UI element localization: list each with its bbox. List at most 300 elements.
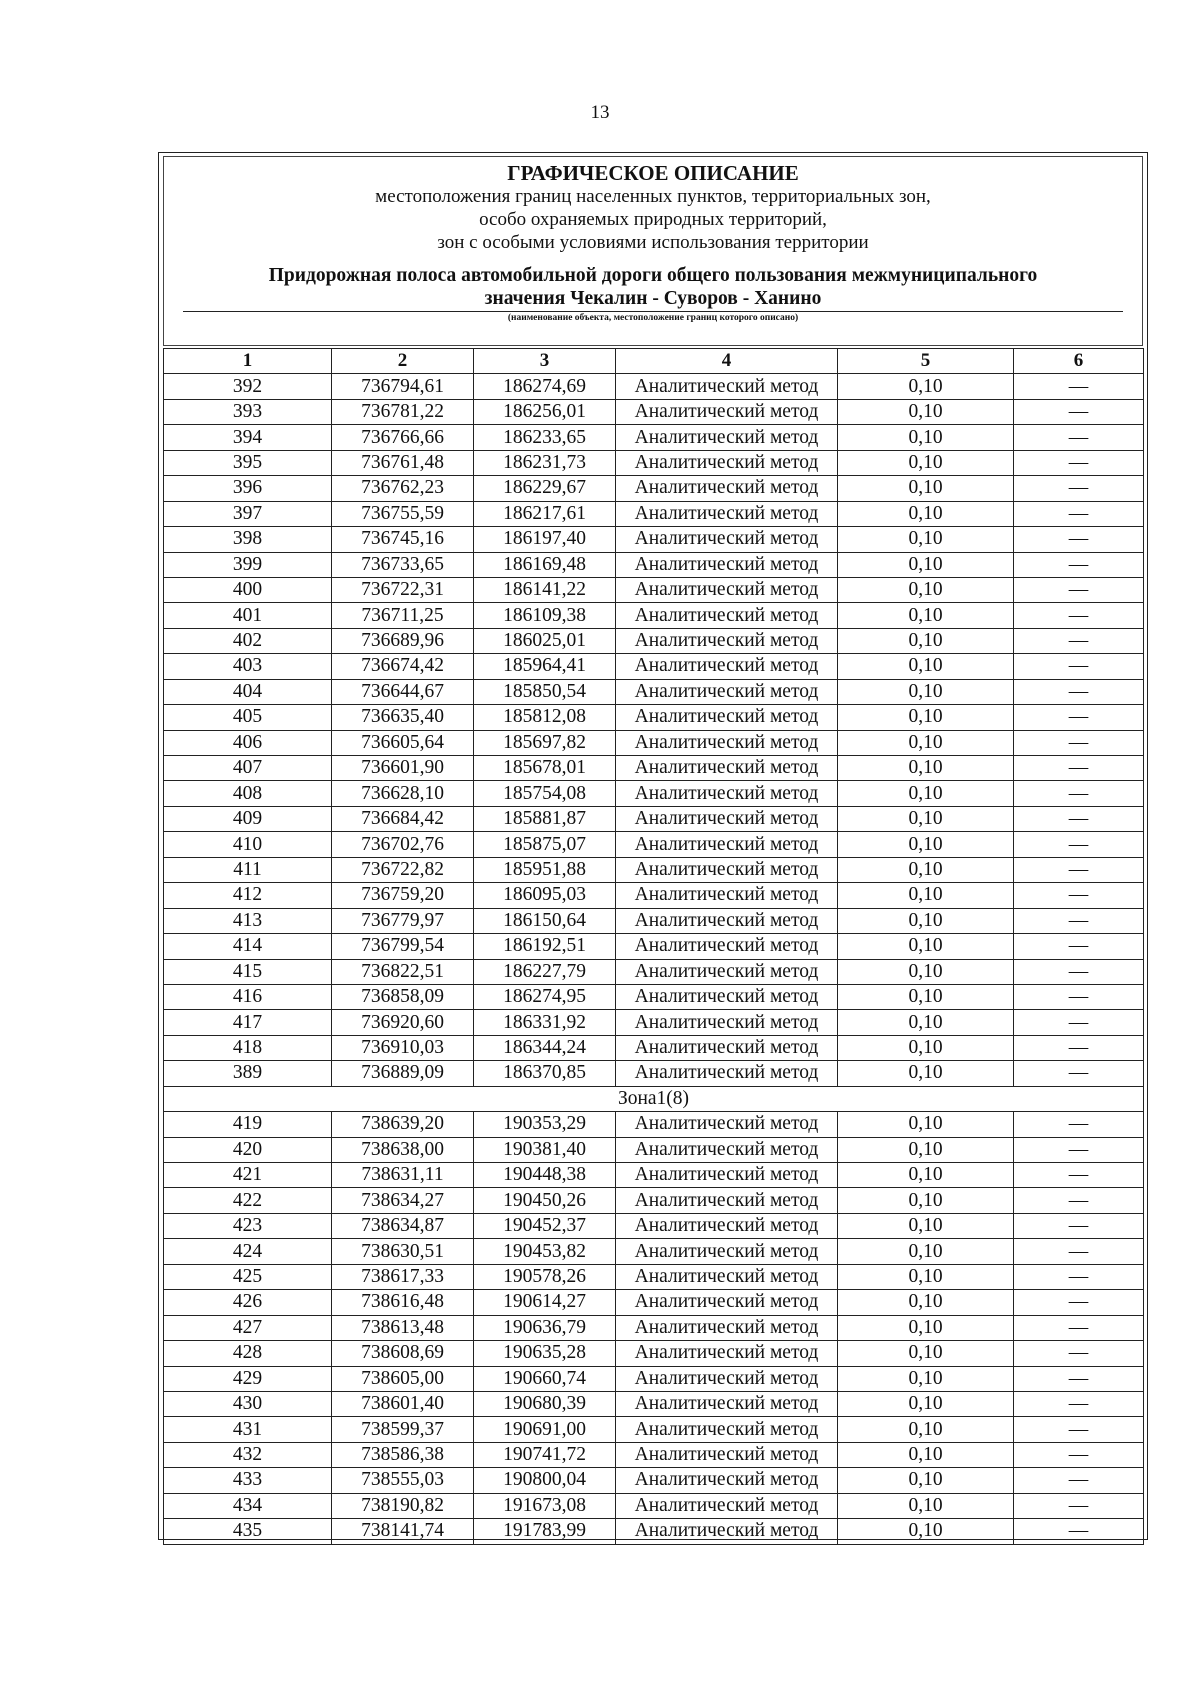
point-number-cell: 408 <box>164 781 332 806</box>
x-coordinate-cell: 736722,82 <box>332 857 474 882</box>
description-cell: — <box>1014 1010 1144 1035</box>
y-coordinate-cell: 190381,40 <box>474 1137 616 1162</box>
accuracy-cell: 0,10 <box>838 781 1014 806</box>
description-cell: — <box>1014 806 1144 831</box>
y-coordinate-cell: 190450,26 <box>474 1188 616 1213</box>
point-number-cell: 424 <box>164 1239 332 1264</box>
column-header: 6 <box>1014 349 1144 374</box>
x-coordinate-cell: 736689,96 <box>332 628 474 653</box>
point-number-cell: 403 <box>164 654 332 679</box>
description-cell: — <box>1014 527 1144 552</box>
table-row <box>164 1290 1144 1315</box>
table-row <box>164 628 1144 653</box>
method-cell: Аналитический метод <box>616 1061 838 1086</box>
method-cell: Аналитический метод <box>616 1112 838 1137</box>
method-cell: Аналитический метод <box>616 1341 838 1366</box>
method-cell: Аналитический метод <box>616 399 838 424</box>
table-row <box>164 603 1144 628</box>
description-cell: — <box>1014 908 1144 933</box>
point-number-cell: 421 <box>164 1163 332 1188</box>
method-cell: Аналитический метод <box>616 501 838 526</box>
point-number-cell: 401 <box>164 603 332 628</box>
x-coordinate-cell: 736605,64 <box>332 730 474 755</box>
y-coordinate-cell: 185964,41 <box>474 654 616 679</box>
point-number-cell: 397 <box>164 501 332 526</box>
accuracy-cell: 0,10 <box>838 476 1014 501</box>
method-cell: Аналитический метод <box>616 425 838 450</box>
x-coordinate-cell: 736702,76 <box>332 832 474 857</box>
point-number-cell: 405 <box>164 705 332 730</box>
y-coordinate-cell: 190636,79 <box>474 1315 616 1340</box>
x-coordinate-cell: 738634,87 <box>332 1213 474 1238</box>
point-number-cell: 433 <box>164 1468 332 1493</box>
point-number-cell: 435 <box>164 1519 332 1544</box>
point-number-cell: 409 <box>164 806 332 831</box>
y-coordinate-cell: 186229,67 <box>474 476 616 501</box>
y-coordinate-cell: 185875,07 <box>474 832 616 857</box>
method-cell: Аналитический метод <box>616 959 838 984</box>
section-row <box>164 1086 1144 1111</box>
description-cell: — <box>1014 425 1144 450</box>
table-row <box>164 1391 1144 1416</box>
accuracy-cell: 0,10 <box>838 959 1014 984</box>
table-row <box>164 857 1144 882</box>
method-cell: Аналитический метод <box>616 679 838 704</box>
point-number-cell: 425 <box>164 1264 332 1289</box>
method-cell: Аналитический метод <box>616 832 838 857</box>
x-coordinate-cell: 736889,09 <box>332 1061 474 1086</box>
x-coordinate-cell: 738141,74 <box>332 1519 474 1544</box>
y-coordinate-cell: 185754,08 <box>474 781 616 806</box>
table-row <box>164 425 1144 450</box>
point-number-cell: 416 <box>164 984 332 1009</box>
x-coordinate-cell: 738586,38 <box>332 1442 474 1467</box>
accuracy-cell: 0,10 <box>838 984 1014 1009</box>
method-cell: Аналитический метод <box>616 374 838 399</box>
accuracy-cell: 0,10 <box>838 1163 1014 1188</box>
description-cell: — <box>1014 399 1144 424</box>
point-number-cell: 393 <box>164 399 332 424</box>
method-cell: Аналитический метод <box>616 730 838 755</box>
y-coordinate-cell: 191783,99 <box>474 1519 616 1544</box>
accuracy-cell: 0,10 <box>838 603 1014 628</box>
point-number-cell: 431 <box>164 1417 332 1442</box>
accuracy-cell: 0,10 <box>838 1442 1014 1467</box>
accuracy-cell: 0,10 <box>838 1112 1014 1137</box>
method-cell: Аналитический метод <box>616 705 838 730</box>
method-cell: Аналитический метод <box>616 1163 838 1188</box>
accuracy-cell: 0,10 <box>838 1061 1014 1086</box>
x-coordinate-cell: 736794,61 <box>332 374 474 399</box>
point-number-cell: 432 <box>164 1442 332 1467</box>
column-header: 3 <box>474 349 616 374</box>
x-coordinate-cell: 738190,82 <box>332 1493 474 1518</box>
point-number-cell: 413 <box>164 908 332 933</box>
description-cell: — <box>1014 1061 1144 1086</box>
y-coordinate-cell: 190448,38 <box>474 1163 616 1188</box>
point-number-cell: 396 <box>164 476 332 501</box>
point-number-cell: 434 <box>164 1493 332 1518</box>
method-cell: Аналитический метод <box>616 1010 838 1035</box>
description-cell: — <box>1014 1442 1144 1467</box>
y-coordinate-cell: 185812,08 <box>474 705 616 730</box>
description-cell: — <box>1014 1468 1144 1493</box>
y-coordinate-cell: 190800,04 <box>474 1468 616 1493</box>
description-cell: — <box>1014 1239 1144 1264</box>
accuracy-cell: 0,10 <box>838 1417 1014 1442</box>
y-coordinate-cell: 186344,24 <box>474 1035 616 1060</box>
point-number-cell: 400 <box>164 577 332 602</box>
description-cell: — <box>1014 476 1144 501</box>
x-coordinate-cell: 738631,11 <box>332 1163 474 1188</box>
table-row <box>164 374 1144 399</box>
table-header-row <box>164 349 1144 374</box>
x-coordinate-cell: 736858,09 <box>332 984 474 1009</box>
description-cell: — <box>1014 374 1144 399</box>
y-coordinate-cell: 186233,65 <box>474 425 616 450</box>
object-name-line: значения Чекалин - Суворов - Ханино <box>484 288 822 309</box>
y-coordinate-cell: 186370,85 <box>474 1061 616 1086</box>
point-number-cell: 412 <box>164 883 332 908</box>
method-cell: Аналитический метод <box>616 756 838 781</box>
accuracy-cell: 0,10 <box>838 934 1014 959</box>
y-coordinate-cell: 190453,82 <box>474 1239 616 1264</box>
table-row <box>164 577 1144 602</box>
method-cell: Аналитический метод <box>616 450 838 475</box>
y-coordinate-cell: 190691,00 <box>474 1417 616 1442</box>
accuracy-cell: 0,10 <box>838 1137 1014 1162</box>
subtitle-line: местоположения границ населенных пунктов, территориальных зон, <box>375 186 931 207</box>
x-coordinate-cell: 736674,42 <box>332 654 474 679</box>
point-number-cell: 399 <box>164 552 332 577</box>
y-coordinate-cell: 186192,51 <box>474 934 616 959</box>
point-number-cell: 418 <box>164 1035 332 1060</box>
point-number-cell: 407 <box>164 756 332 781</box>
x-coordinate-cell: 736762,23 <box>332 476 474 501</box>
x-coordinate-cell: 736722,31 <box>332 577 474 602</box>
description-cell: — <box>1014 1264 1144 1289</box>
table-row <box>164 1163 1144 1188</box>
x-coordinate-cell: 736628,10 <box>332 781 474 806</box>
table-row <box>164 1493 1144 1518</box>
x-coordinate-cell: 736761,48 <box>332 450 474 475</box>
x-coordinate-cell: 736755,59 <box>332 501 474 526</box>
accuracy-cell: 0,10 <box>838 1213 1014 1238</box>
description-cell: — <box>1014 934 1144 959</box>
x-coordinate-cell: 738616,48 <box>332 1290 474 1315</box>
table-row <box>164 1417 1144 1442</box>
method-cell: Аналитический метод <box>616 476 838 501</box>
y-coordinate-cell: 186150,64 <box>474 908 616 933</box>
column-header: 1 <box>164 349 332 374</box>
accuracy-cell: 0,10 <box>838 527 1014 552</box>
x-coordinate-cell: 736601,90 <box>332 756 474 781</box>
description-cell: — <box>1014 1391 1144 1416</box>
column-header: 4 <box>616 349 838 374</box>
subtitle-line: зон с особыми условиями использования территории <box>437 232 869 253</box>
object-caption: (наименование объекта, местоположение границ которого описано) <box>507 313 799 323</box>
table-row <box>164 552 1144 577</box>
table-row <box>164 1519 1144 1544</box>
y-coordinate-cell: 186095,03 <box>474 883 616 908</box>
table-row <box>164 806 1144 831</box>
table-row <box>164 781 1144 806</box>
description-cell: — <box>1014 705 1144 730</box>
table-row <box>164 1442 1144 1467</box>
y-coordinate-cell: 190635,28 <box>474 1341 616 1366</box>
table-row <box>164 450 1144 475</box>
method-cell: Аналитический метод <box>616 1035 838 1060</box>
accuracy-cell: 0,10 <box>838 654 1014 679</box>
point-number-cell: 402 <box>164 628 332 653</box>
x-coordinate-cell: 736733,65 <box>332 552 474 577</box>
y-coordinate-cell: 185697,82 <box>474 730 616 755</box>
x-coordinate-cell: 736711,25 <box>332 603 474 628</box>
x-coordinate-cell: 736644,67 <box>332 679 474 704</box>
x-coordinate-cell: 738639,20 <box>332 1112 474 1137</box>
x-coordinate-cell: 738555,03 <box>332 1468 474 1493</box>
y-coordinate-cell: 186274,95 <box>474 984 616 1009</box>
accuracy-cell: 0,10 <box>838 577 1014 602</box>
document-header <box>163 156 1143 346</box>
y-coordinate-cell: 186169,48 <box>474 552 616 577</box>
table-row <box>164 883 1144 908</box>
x-coordinate-cell: 736759,20 <box>332 883 474 908</box>
description-cell: — <box>1014 654 1144 679</box>
x-coordinate-cell: 736781,22 <box>332 399 474 424</box>
description-cell: — <box>1014 501 1144 526</box>
method-cell: Аналитический метод <box>616 1239 838 1264</box>
accuracy-cell: 0,10 <box>838 857 1014 882</box>
method-cell: Аналитический метод <box>616 857 838 882</box>
table-row <box>164 908 1144 933</box>
x-coordinate-cell: 738601,40 <box>332 1391 474 1416</box>
accuracy-cell: 0,10 <box>838 1366 1014 1391</box>
y-coordinate-cell: 190578,26 <box>474 1264 616 1289</box>
point-number-cell: 417 <box>164 1010 332 1035</box>
table-row <box>164 527 1144 552</box>
method-cell: Аналитический метод <box>616 883 838 908</box>
x-coordinate-cell: 738617,33 <box>332 1264 474 1289</box>
method-cell: Аналитический метод <box>616 628 838 653</box>
accuracy-cell: 0,10 <box>838 730 1014 755</box>
description-cell: — <box>1014 1213 1144 1238</box>
table-row <box>164 399 1144 424</box>
accuracy-cell: 0,10 <box>838 806 1014 831</box>
y-coordinate-cell: 191673,08 <box>474 1493 616 1518</box>
y-coordinate-cell: 190614,27 <box>474 1290 616 1315</box>
x-coordinate-cell: 738630,51 <box>332 1239 474 1264</box>
accuracy-cell: 0,10 <box>838 908 1014 933</box>
method-cell: Аналитический метод <box>616 603 838 628</box>
y-coordinate-cell: 186197,40 <box>474 527 616 552</box>
method-cell: Аналитический метод <box>616 527 838 552</box>
accuracy-cell: 0,10 <box>838 1010 1014 1035</box>
y-coordinate-cell: 190660,74 <box>474 1366 616 1391</box>
method-cell: Аналитический метод <box>616 781 838 806</box>
method-cell: Аналитический метод <box>616 1188 838 1213</box>
method-cell: Аналитический метод <box>616 908 838 933</box>
table-row <box>164 1468 1144 1493</box>
description-cell: — <box>1014 984 1144 1009</box>
y-coordinate-cell: 186025,01 <box>474 628 616 653</box>
y-coordinate-cell: 190353,29 <box>474 1112 616 1137</box>
y-coordinate-cell: 186256,01 <box>474 399 616 424</box>
point-number-cell: 427 <box>164 1315 332 1340</box>
description-cell: — <box>1014 1112 1144 1137</box>
x-coordinate-cell: 738634,27 <box>332 1188 474 1213</box>
accuracy-cell: 0,10 <box>838 832 1014 857</box>
x-coordinate-cell: 736799,54 <box>332 934 474 959</box>
description-cell: — <box>1014 1137 1144 1162</box>
x-coordinate-cell: 736779,97 <box>332 908 474 933</box>
point-number-cell: 415 <box>164 959 332 984</box>
point-number-cell: 428 <box>164 1341 332 1366</box>
table-row <box>164 984 1144 1009</box>
method-cell: Аналитический метод <box>616 552 838 577</box>
accuracy-cell: 0,10 <box>838 1035 1014 1060</box>
point-number-cell: 404 <box>164 679 332 704</box>
table-row <box>164 1137 1144 1162</box>
table-row <box>164 1010 1144 1035</box>
y-coordinate-cell: 190741,72 <box>474 1442 616 1467</box>
y-coordinate-cell: 190680,39 <box>474 1391 616 1416</box>
document-title: ГРАФИЧЕСКОЕ ОПИСАНИЕ <box>507 161 799 185</box>
x-coordinate-cell: 736684,42 <box>332 806 474 831</box>
point-number-cell: 419 <box>164 1112 332 1137</box>
description-cell: — <box>1014 730 1144 755</box>
accuracy-cell: 0,10 <box>838 399 1014 424</box>
x-coordinate-cell: 738613,48 <box>332 1315 474 1340</box>
point-number-cell: 426 <box>164 1290 332 1315</box>
description-cell: — <box>1014 857 1144 882</box>
point-number-cell: 429 <box>164 1366 332 1391</box>
description-cell: — <box>1014 1366 1144 1391</box>
y-coordinate-cell: 185951,88 <box>474 857 616 882</box>
accuracy-cell: 0,10 <box>838 425 1014 450</box>
accuracy-cell: 0,10 <box>838 1315 1014 1340</box>
y-coordinate-cell: 186141,22 <box>474 577 616 602</box>
x-coordinate-cell: 738599,37 <box>332 1417 474 1442</box>
point-number-cell: 411 <box>164 857 332 882</box>
accuracy-cell: 0,10 <box>838 628 1014 653</box>
method-cell: Аналитический метод <box>616 1366 838 1391</box>
y-coordinate-cell: 186217,61 <box>474 501 616 526</box>
x-coordinate-cell: 738605,00 <box>332 1366 474 1391</box>
table-row <box>164 1188 1144 1213</box>
accuracy-cell: 0,10 <box>838 1264 1014 1289</box>
method-cell: Аналитический метод <box>616 1442 838 1467</box>
method-cell: Аналитический метод <box>616 1519 838 1544</box>
accuracy-cell: 0,10 <box>838 1341 1014 1366</box>
method-cell: Аналитический метод <box>616 984 838 1009</box>
description-cell: — <box>1014 1188 1144 1213</box>
table-row <box>164 1341 1144 1366</box>
point-number-cell: 422 <box>164 1188 332 1213</box>
table-row <box>164 1035 1144 1060</box>
point-number-cell: 389 <box>164 1061 332 1086</box>
description-cell: — <box>1014 1035 1144 1060</box>
point-number-cell: 406 <box>164 730 332 755</box>
point-number-cell: 410 <box>164 832 332 857</box>
description-cell: — <box>1014 552 1144 577</box>
description-cell: — <box>1014 603 1144 628</box>
y-coordinate-cell: 190452,37 <box>474 1213 616 1238</box>
column-header: 2 <box>332 349 474 374</box>
y-coordinate-cell: 186274,69 <box>474 374 616 399</box>
method-cell: Аналитический метод <box>616 654 838 679</box>
x-coordinate-cell: 736766,66 <box>332 425 474 450</box>
point-number-cell: 398 <box>164 527 332 552</box>
accuracy-cell: 0,10 <box>838 883 1014 908</box>
section-label: Зона1(8) <box>164 1086 1144 1111</box>
method-cell: Аналитический метод <box>616 1468 838 1493</box>
table-row <box>164 1264 1144 1289</box>
x-coordinate-cell: 736920,60 <box>332 1010 474 1035</box>
y-coordinate-cell: 185881,87 <box>474 806 616 831</box>
table-body <box>164 374 1144 1544</box>
point-number-cell: 420 <box>164 1137 332 1162</box>
table-row <box>164 730 1144 755</box>
x-coordinate-cell: 736635,40 <box>332 705 474 730</box>
description-cell: — <box>1014 781 1144 806</box>
x-coordinate-cell: 736822,51 <box>332 959 474 984</box>
point-number-cell: 414 <box>164 934 332 959</box>
description-cell: — <box>1014 1519 1144 1544</box>
accuracy-cell: 0,10 <box>838 1519 1014 1544</box>
description-cell: — <box>1014 1315 1144 1340</box>
table-row <box>164 934 1144 959</box>
description-cell: — <box>1014 1341 1144 1366</box>
accuracy-cell: 0,10 <box>838 1468 1014 1493</box>
coordinates-table <box>163 348 1144 1545</box>
description-cell: — <box>1014 450 1144 475</box>
accuracy-cell: 0,10 <box>838 1188 1014 1213</box>
x-coordinate-cell: 738608,69 <box>332 1341 474 1366</box>
table-row <box>164 679 1144 704</box>
y-coordinate-cell: 186231,73 <box>474 450 616 475</box>
method-cell: Аналитический метод <box>616 577 838 602</box>
page-number: 13 <box>590 102 610 123</box>
table-row <box>164 1239 1144 1264</box>
table-row <box>164 756 1144 781</box>
method-cell: Аналитический метод <box>616 1137 838 1162</box>
description-cell: — <box>1014 1417 1144 1442</box>
method-cell: Аналитический метод <box>616 1391 838 1416</box>
description-cell: — <box>1014 1493 1144 1518</box>
table-row <box>164 501 1144 526</box>
description-cell: — <box>1014 679 1144 704</box>
description-cell: — <box>1014 959 1144 984</box>
accuracy-cell: 0,10 <box>838 705 1014 730</box>
table-row <box>164 1315 1144 1340</box>
method-cell: Аналитический метод <box>616 1213 838 1238</box>
table-row <box>164 1213 1144 1238</box>
accuracy-cell: 0,10 <box>838 374 1014 399</box>
method-cell: Аналитический метод <box>616 1264 838 1289</box>
subtitle-line: особо охраняемых природных территорий, <box>479 209 827 230</box>
table-row <box>164 476 1144 501</box>
x-coordinate-cell: 736910,03 <box>332 1035 474 1060</box>
table-row <box>164 959 1144 984</box>
table-row <box>164 1061 1144 1086</box>
method-cell: Аналитический метод <box>616 1290 838 1315</box>
y-coordinate-cell: 185850,54 <box>474 679 616 704</box>
method-cell: Аналитический метод <box>616 1493 838 1518</box>
accuracy-cell: 0,10 <box>838 679 1014 704</box>
point-number-cell: 395 <box>164 450 332 475</box>
accuracy-cell: 0,10 <box>838 1391 1014 1416</box>
